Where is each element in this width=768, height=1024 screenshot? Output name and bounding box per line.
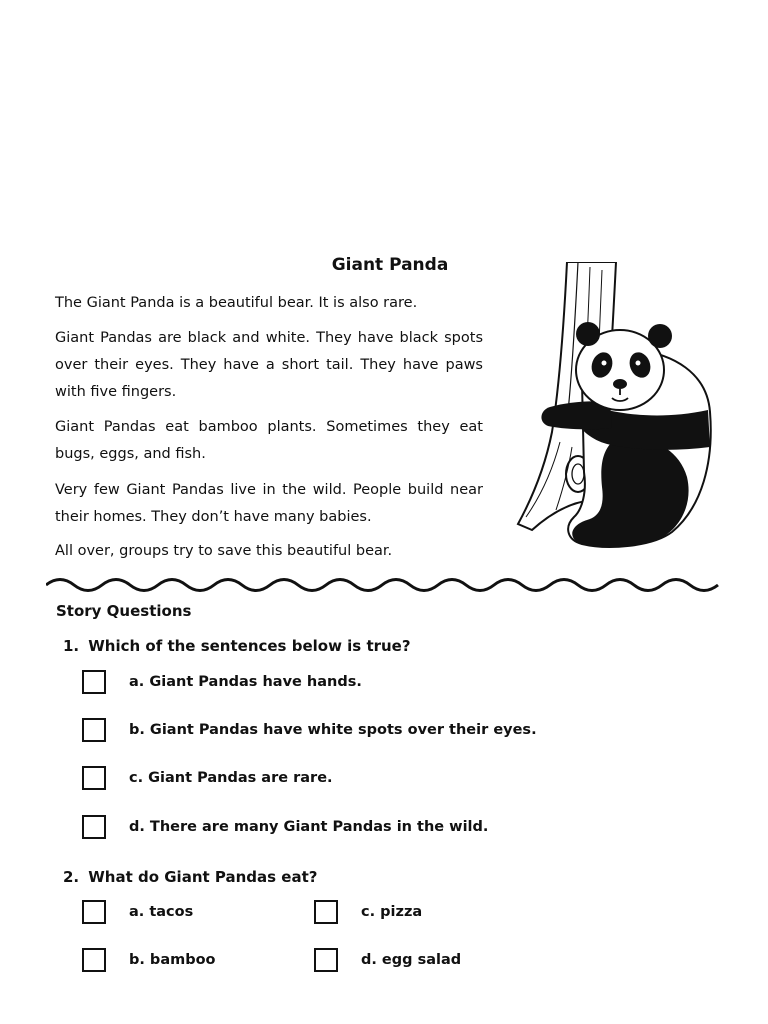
q1-option-b[interactable] <box>82 716 537 744</box>
story-title: Giant Panda <box>331 255 449 275</box>
option-label: c. pizza <box>361 904 423 920</box>
option-label: b. bamboo <box>129 952 216 968</box>
question-1-number: 1. <box>63 637 80 655</box>
option-label: c. Giant Pandas are rare. <box>129 770 333 786</box>
option-label: a. tacos <box>129 904 194 920</box>
checkbox[interactable] <box>82 948 106 972</box>
story-paragraph-5: All over, groups try to save this beautiful bear. <box>55 543 393 559</box>
option-label: a. Giant Pandas have hands. <box>129 674 362 690</box>
question-2-text: What do Giant Pandas eat? <box>88 868 318 886</box>
story-paragraph-3: Giant Pandas eat bamboo plants. Sometimes they eat bugs, eggs, and fish. <box>55 419 483 462</box>
checkbox[interactable] <box>82 815 106 839</box>
checkbox[interactable] <box>314 900 338 924</box>
option-label: d. There are many Giant Pandas in the wild. <box>129 819 489 835</box>
checkbox[interactable] <box>82 766 106 790</box>
question-1-text: Which of the sentences below is true? <box>88 637 411 655</box>
checkbox[interactable] <box>314 948 338 972</box>
q2-option-a[interactable] <box>82 898 193 926</box>
checkbox[interactable] <box>82 718 106 742</box>
q2-option-d[interactable] <box>314 946 461 974</box>
story-paragraph-2: Giant Pandas are black and white. They have black spots over their eyes. They have a short tail. They have paws with five fingers. <box>55 330 483 400</box>
option-label: d. egg salad <box>361 952 462 968</box>
question-2 <box>63 868 317 886</box>
question-1 <box>63 637 411 655</box>
option-label: b. Giant Pandas have white spots over their eyes. <box>129 722 537 738</box>
checkbox[interactable] <box>82 900 106 924</box>
panda-hugging-tree-illustration <box>512 262 722 554</box>
question-2-number: 2. <box>63 868 80 886</box>
q1-option-d[interactable] <box>82 813 488 841</box>
q2-option-c[interactable] <box>314 898 422 926</box>
story-paragraph-4: Very few Giant Pandas live in the wild. People build near their homes. They don’t have many babies. <box>55 482 483 525</box>
checkbox[interactable] <box>82 670 106 694</box>
q1-option-c[interactable] <box>82 764 333 792</box>
q2-option-b[interactable] <box>82 946 216 974</box>
story-paragraph-1: The Giant Panda is a beautiful bear. It is also rare. <box>55 295 418 311</box>
section-title: Story Questions <box>56 602 192 620</box>
q1-option-a[interactable] <box>82 668 362 696</box>
wavy-divider <box>46 574 722 596</box>
